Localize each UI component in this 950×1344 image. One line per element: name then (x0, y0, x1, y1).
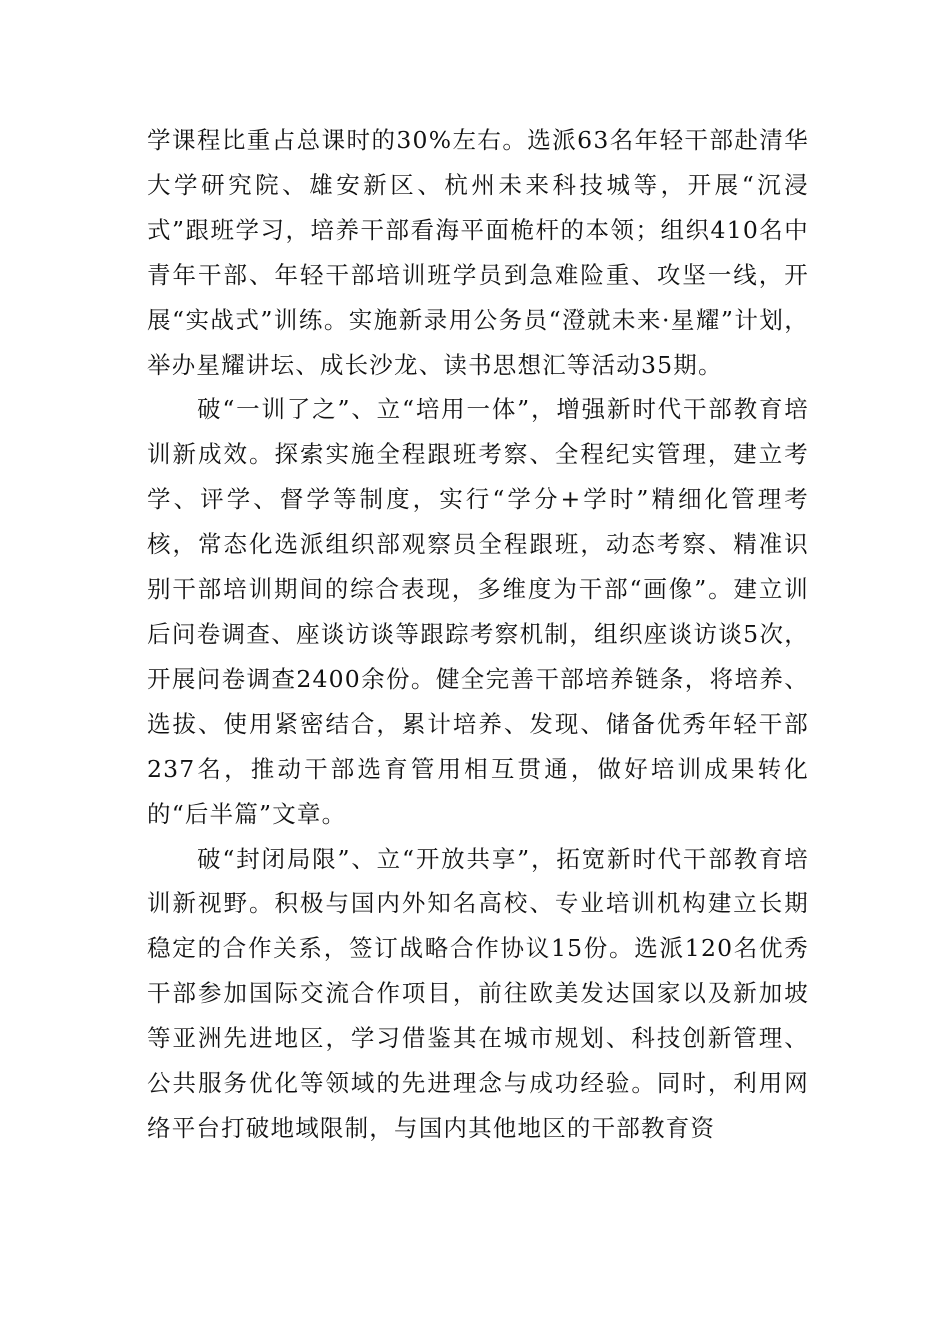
paragraph-3: 破“封闭局限”、立“开放共享”，拓宽新时代干部教育培训新视野。积极与国内外知名高校、专业培训机构建立长期稳定的合作关系，签订战略合作协议15份。选派120名优秀干部参加国际交流合作项目，前往欧美发达国家以及新加坡等亚洲先进地区，学习借鉴其在城市规划、科技创新管理、公共服务优化等领域的先进理念与成功经验。同时，利用网络平台打破地域限制，与国内其他地区的干部教育资 (147, 844, 809, 1142)
paragraph-2: 破“一训了之”、立“培用一体”，增强新时代干部教育培训新成效。探索实施全程跟班考察、全程纪实管理，建立考学、评学、督学等制度，实行“学分+学时”精细化管理考核，常态化选派组织部观察员全程跟班，动态考察、精准识别干部培训期间的综合表现，多维度为干部“画像”。建立训后问卷调查、座谈访谈等跟踪考察机制，组织座谈访谈5次，开展问卷调查2400余份。健全完善干部培养链条，将培养、选拔、使用紧密结合，累计培养、发现、储备优秀年轻干部237名，推动干部选育管用相互贯通，做好培训成果转化的“后半篇”文章。 (147, 395, 809, 828)
body-text (147, 118, 809, 1151)
paragraph-1: 学课程比重占总课时的30%左右。选派63名年轻干部赴清华大学研究院、雄安新区、杭州未来科技城等，开展“沉浸式”跟班学习，培养干部看海平面桅杆的本领；组织410名中青年干部、年轻干部培训班学员到急难险重、攻坚一线，开展“实战式”训练。实施新录用公务员“澄就未来·星耀”计划，举办星耀讲坛、成长沙龙、读书思想汇等活动35期。 (147, 126, 809, 379)
